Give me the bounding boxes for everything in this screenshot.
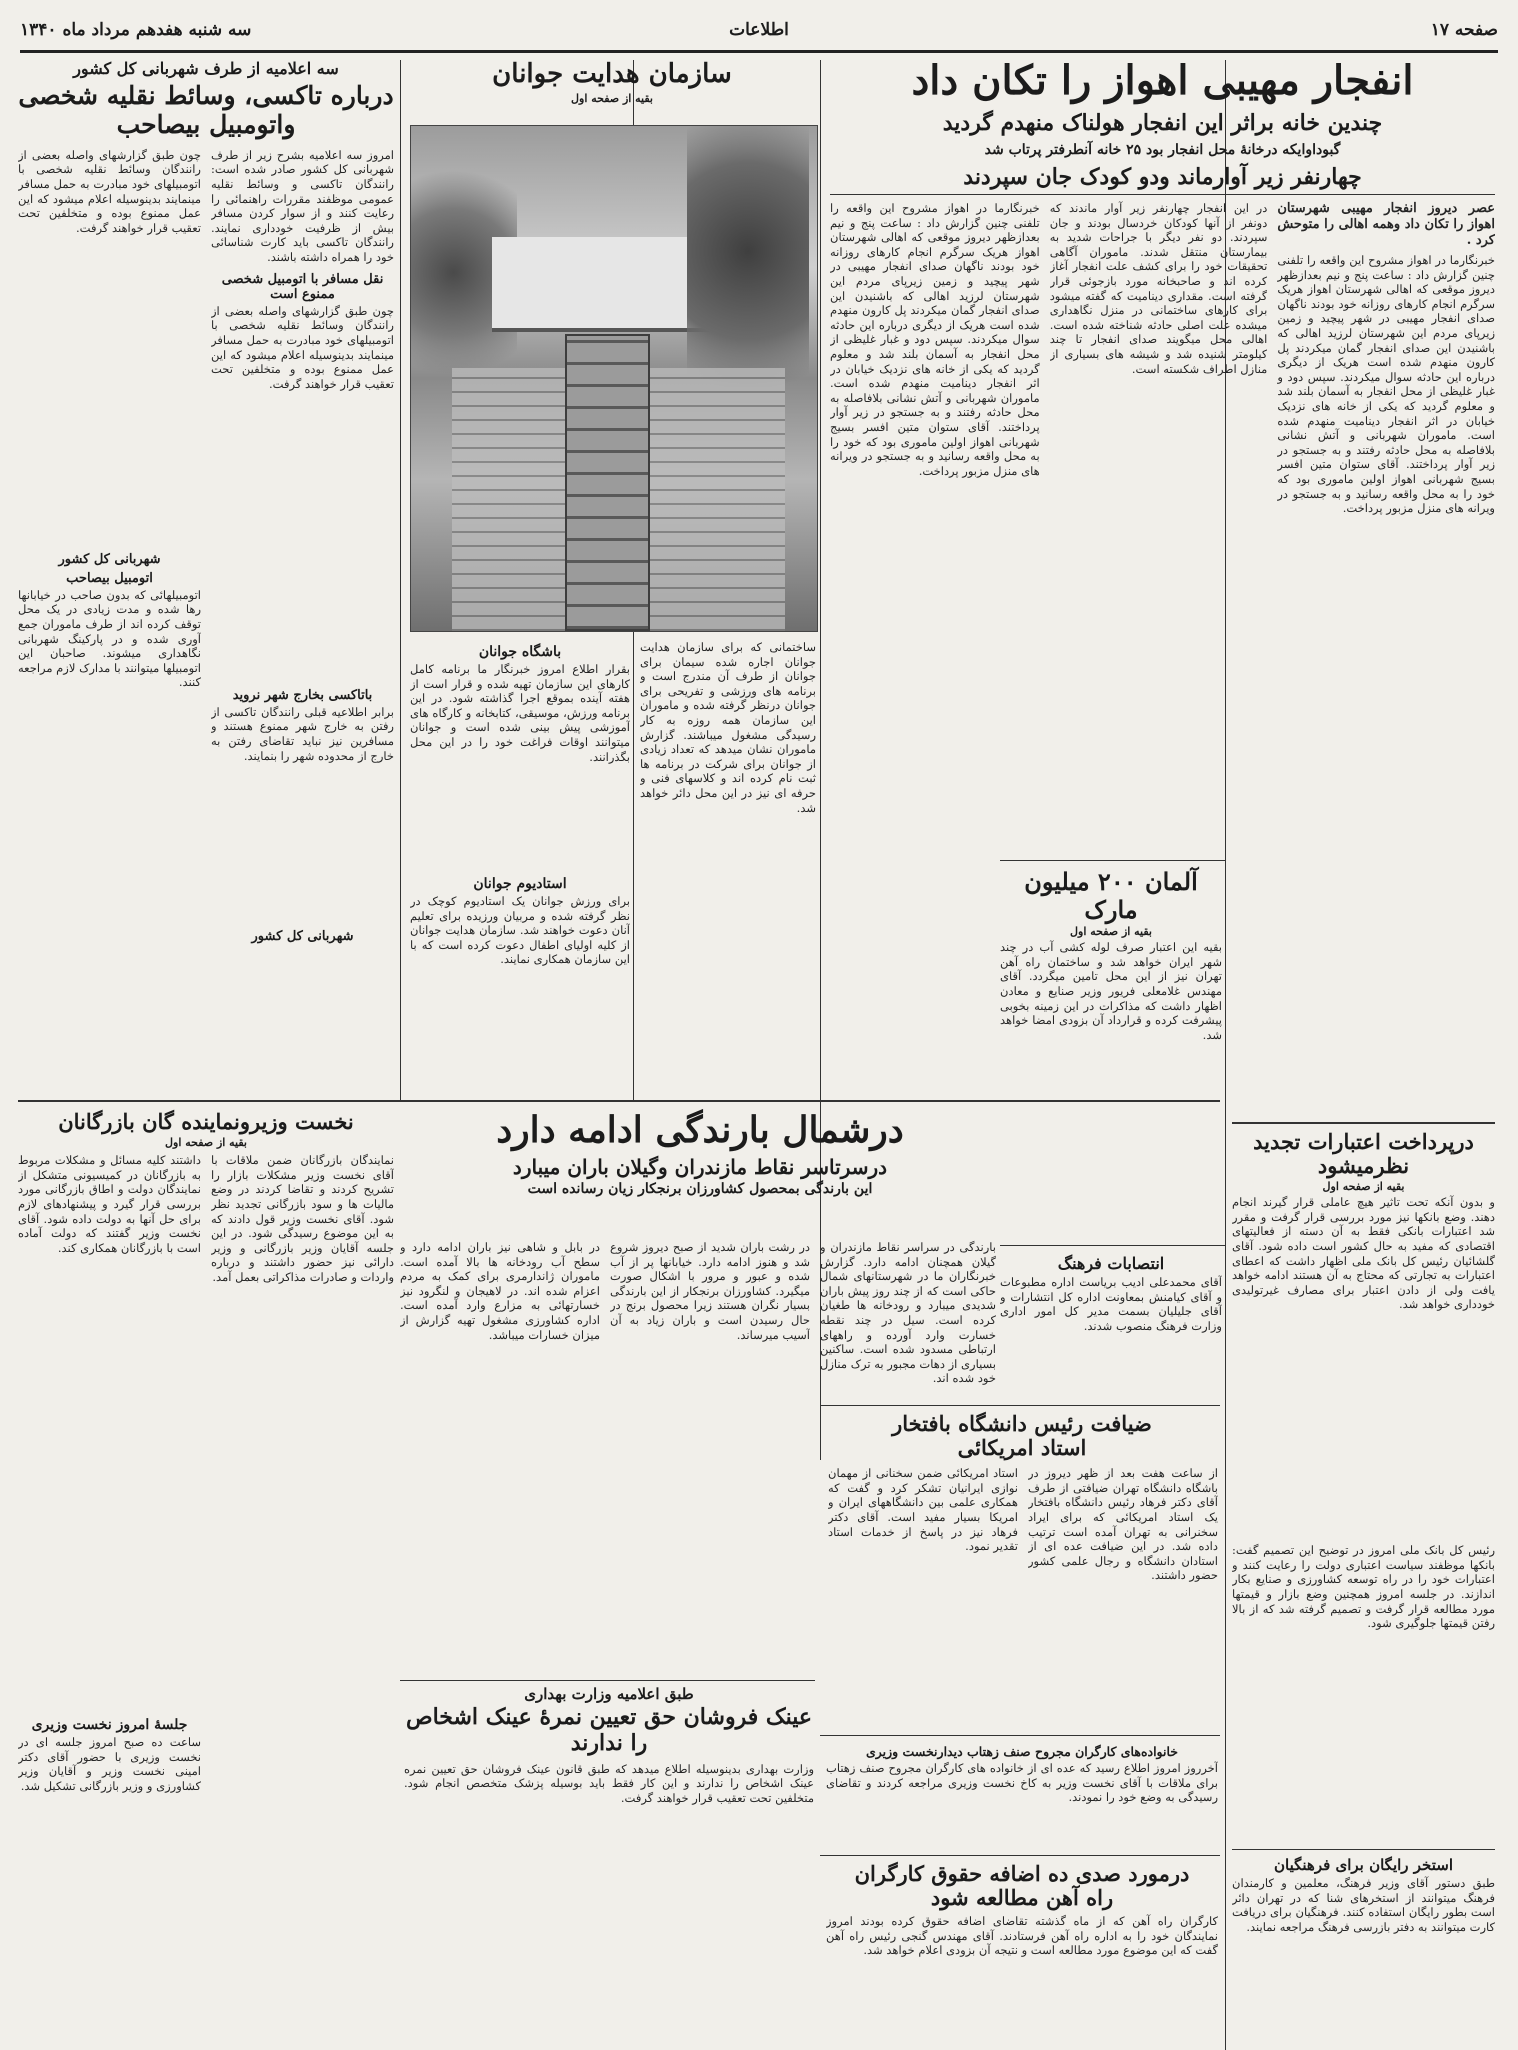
wage-body: کارگران راه آهن که از ماه گذشته تقاضای اضافه حقوق کرده بودند امروز نمایندگان خود را به اداره راه آهن فرستادند. آقای مهندس گنجی رئیس راه آهن گفت که این موضوع مورد مطالعه است و نتیجه آن بزودی اعلام خواهد شد. [826,1914,1218,1958]
flood-body-3: در بابل و شاهی نیز باران ادامه دارد و سطح آب رودخانه ها بالا آمده است. ماموران ژاندارمری برای کمک به مردم اعزام شده اند. در لاهیجان و لنگرود نیز خسارتهائی به مزارع وارد آمده است. اداره کشاورزی مشغول تهیه گزارش از میزان خسارات میباشد. [400,1240,600,1342]
dean-headline-2: استاد امریکائی [957,1435,1087,1461]
taxi-body-col2: چون طبق گزارشهای واصله بعضی از رانندگان وسائط نقلیه شخصی با اتومبیلهای خود مبادرت به حمل مسافر مینمایند بدینوسیله اعلام میشود که این عمل ممنوع بوده و متخلفین تحت تعقیب قرار خواهند گرفت. [18,147,201,235]
pool-body: طبق دستور آقای وزیر فرهنگ، معلمین و کارمندان فرهنگ میتوانند از استخرهای شنا که در تهران دائر است بطور رایگان استفاده کنند. فرهنگیان برای دریافت کارت میتوانند به دفتر بازرسی فرهنگ مراجعه نمایند. [1232,1876,1495,1935]
taxi-subhead-4: باتاکسی بخارج شهر نروید [232,687,373,703]
ahvaz-headline: انفجار مهیبی اهواز را تکان داد [911,57,1414,104]
column-rule [400,60,401,1100]
rule [820,1735,1220,1736]
taxi-body: امروز سه اعلامیه بشرح زیر از طرف شهربانی کل کشور صادر شده است: رانندگان تاکسی و وسائط نقلیه عمومی موظفند مقررات راهنمائی را رعایت کنند و از سوار کردن مسافر بیش از ظرفیت خودداری نمایند. رانندگان تاکسی باید کارت شناسائی خود را همراه داشته باشند. [211,147,394,265]
culture-headline: انتصابات فرهنگ [1057,1254,1165,1273]
credit-headline: درپرداخت اعتبارات تجدید نظرمیشود [1253,1129,1474,1179]
credit-body-2: رئیس کل بانک ملی امروز در توضیح این تصمیم گفت: بانکها موظفند سیاست اعتباری دولت را رعایت کنند و اعتبارات خود را در راه توسعه کشاورزی و صنایع بکار اندازند. در جلسه امروز همچنین وضع بازار و قیمتها مورد مطالعه قرار گرفت و تصمیم گرفته شد که از بالا رفتن قیمتها جلوگیری شود. [1232,1543,1495,1631]
page-number: صفحه ۱۷ [1430,20,1498,40]
dean-headline-1: ضیافت رئیس دانشگاه بافتخار [892,1411,1152,1436]
youth-body-3: برای ورزش جوانان یک استادیوم کوچک در نظر گرفته شده و مربیان ورزیده برای تعلیم آنان دعوت خواهند شد. سازمان هدایت جوانان از کلیه اولیای اطفال دعوت کرده است که با این سازمان همکاری نمایند. [410,894,630,967]
article-credit [1232,1130,1495,2030]
culture-body: آقای محمدعلی ادیب بریاست اداره مطبوعات و آقای کیامنش بمعاونت اداره کل انتشارات و آقای جلیلیان بسمت مدیر کل امور اداری وزارت فرهنگ منصوب شدند. [1000,1275,1222,1333]
rule [1000,1245,1225,1246]
taxi-body-2: چون طبق گزارشهای واصله بعضی از رانندگان وسائط نقلیه شخصی با اتومبیلهای خود مبادرت به حمل مسافر مینمایند بدینوسیله اعلام میشود که این عمل ممنوع بوده و متخلفین تحت تعقیب قرار خواهند گرفت. [211,303,394,391]
taxi-body-4: برابر اطلاعیه قبلی رانندگان تاکسی از رفتن به خارج شهر ممنوع هستند و مسافرین نیز نباید تقاضای رفتن به خارج از محدوده شهر را بنمایند. [211,704,394,763]
youth-body-2: بقرار اطلاع امروز خبرنگار ما برنامه کامل کارهای این سازمان تهیه شده و قرار است از هفته آینده بموقع اجرا گذاشته شود. در این برنامه ورزش، موسیقی، کتابخانه و کارگاه های آموزشی پیش بینی شده است و جوانان میتوانند اوقات فراغت خود را در این محل بگذرانند. [410,662,630,764]
workers-body: آخرروز امروز اطلاع رسید که عده ای از خانواده های کارگران مجروح صنف زهتاب برای ملاقات با آقای نخست وزیر به کاخ نخست وزیری مراجعه کردند و تقاضای رسیدگی به وضع خود را نمودند. [826,1761,1218,1805]
minister-headline: نخست وزیرونماینده گان بازرگانان [58,1109,354,1134]
taxi-body-3: اتومبیلهائی که بدون صاحب در خیابانها رها شده و مدت زیادی در یک محل توقف کرده اند از طرف ماموران جمع آوری شده و در پارکینگ شهربانی نگاهداری میشوند. صاحبان این اتومبیلها میتوانند با مدارک لازم مراجعه کنند. [18,587,201,690]
rule [400,1680,815,1681]
issue-date: سه شنبه هفدهم مرداد ماه ۱۳۴۰ [20,20,252,40]
pool-headline: استخر رایگان برای فرهنگیان [1274,1856,1453,1875]
newspaper-name: اطلاعات [729,20,789,40]
germany-headline: آلمان ۲۰۰ میلیون مارک [1024,867,1198,924]
youth-subhead-2: استادیوم جوانان [473,876,567,892]
ahvaz-body-col3: خبرنگارما در اهواز مشروح این واقعه را تلفنی چنین گزارش داد : ساعت پنج و نیم بعدازظهر دیروز موقعی که اهالی شهرستان اهواز هریک سرگرم انجام کارهای روزانه خود بودند ناگهان صدای انفجار مهیبی در شهر پیچید و زمین زیرپای مردم این شهرستان لرزید اهالی که باشنیدن این صدای انفجار گمان میکردند پل کارون منهدم شده است هریک از دیگری درباره این حادثه سوال میکردند. سپس دود و غبار غلیظی از محل انفجار به آسمان بلند شد و معلوم گردید که یکی از خانه های نزدیک خیابان در اثر انفجار دینامیت منهدم شده است. ماموران شهربانی و آتش نشانی بلافاصله به محل حادثه رفتند و به جستجو در زیر آوار پرداختند. آقای ستوان متین افسر بسیج شهربانی اهواز اولین ماموری بود که خود را به محل واقعه رسانید و به جستجو در ویرانه های منزل مزبور پرداخت. [830,201,1040,478]
flood-subheadline: درسرتاسر نقاط مازندران وگیلان باران میبارد [512,1155,888,1180]
credit-ref: بقیه از صفحه اول [1322,1180,1405,1194]
taxi-subhead-2: شهربانی کل کشور [58,551,161,567]
article-clinic [404,60,629,1095]
ahvaz-lead: عصر دیروز انفجار مهیبی شهرستان اهواز را تکان داد وهمه اهالی را متوحش کرد . [1277,201,1495,248]
taxi-sign: شهربانی کل کشور [251,928,354,944]
ahvaz-body-col2: در این انفجار چهارنفر زیر آوار ماندند که دونفر از آنها کودکان خردسال بودند و جان سپردند. دو نفر دیگر با جراحات شدید به بیمارستان منتقل شدند. ماموران آگاهی تحقیقات خود را برای کشف علت انفجار آغاز کرده اند و صاحبخانه مورد بازجوئی قرار گرفته است. مقداری دینامیت که گفته میشود برای کارهای ساختمانی در منزل نگاهداری میشده علت اصلی حادثه شناخته شده است. اهالی محل میگویند صدای انفجار تا چند کیلومتر شنیده شد و شیشه های بسیاری از منازل اطراف شکسته است. [1049,201,1268,376]
credit-body: و بدون آنکه تحت تاثیر هیچ عاملی قرار گیرند انجام دهند. وضع بانکها نیز مورد بررسی قرار گرفت و مقرر شد اعتبارات بانکی فقط به آن دسته از فعالیتهای اقتصادی که مفید به حال کشور است داده شود. آقای گلشائیان رئیس کل بانک ملی اظهار داشت که اعطای اعتبارات به تجارتی که محتاج به آن هستند ادامه خواهد یافت ولی از دادن اعتبار برای مصارف غیرتولیدی خودداری خواهد شد. [1232,1195,1495,1312]
germany-ref: بقیه از صفحه اول [1070,925,1152,939]
article-optics [404,1686,814,2036]
flood-subheadline-2: این بارندگی بمحصول کشاورزان برنجکار زیان رسانده است [527,1181,873,1198]
ahvaz-subheadline-3: چهارنفر زیر آوارماند ودو کودک جان سپردند [830,164,1495,195]
rule [1232,1849,1495,1850]
taxi-headline-1: سه اعلامیه از طرف شهربانی کل کشور [73,59,339,78]
article-minister [18,1110,394,2040]
minister-ref: بقیه از صفحه اول [165,1136,247,1150]
flood-body-2: در رشت باران شدید از صبح دیروز شروع شد و هنوز ادامه دارد. خیابانها پر از آب شده و عبور و مرور با اشکال صورت میگیرد. کشاورزان برنجکار از این بارندگی بسیار نگران هستند زیرا محصول برنج در حال رسیدن است و باران زیاد به آن آسیب میرساند. [610,1240,810,1342]
germany-body: بقیه این اعتبار صرف لوله کشی آب در چند شهر ایران خواهد شد و ساختمان راه آهن تهران نیز از این محل تامین میگردد. آقای مهندس غلامعلی فریور وزیر صنایع و معادن اظهار داشت که مذاکرات در این زمینه بخوبی پیشرفت کرده و قرارداد آن بزودی امضا خواهد شد. [1000,940,1222,1042]
article-taxi [18,60,394,1095]
ahvaz-subheadline: چندین خانه براثر این انفجار هولناک منهدم گردید [942,110,1383,136]
youth-subhead: باشگاه جوانان [478,644,562,660]
taxi-headline-2: درباره تاکسی، وسائط نقلیه شخصی واتومبیل بیصاحب [18,81,394,140]
youth-col-right [640,640,816,1090]
youth-body: ساختمانی که برای سازمان هدایت جوانان اجاره شده سیمان برای جوانان از طرف آن مندرج است و برنامه های ورزشی و تفریحی برای جوانان درنظر گرفته شده و ماموران این سازمان همه روزه به کار رسیدگی مشغول میباشند. گزارش ماموران نشان میدهد که تعداد زیادی از جوانان برای شرکت در برنامه ها ثبت نام کرده اند و کلاسهای فنی و حرفه ای نیز در این محل دائر خواهد شد. [640,640,816,815]
optics-headline-2: عینک فروشان حق تعیین نمرهٔ عینک اشخاص را ندارند [406,1704,812,1756]
pm-session-headline: جلسهٔ امروز نخست وزیری [31,1717,188,1734]
ahvaz-subheadline-2: گبوداوایکه درخانهٔ محل انفجار بود ۲۵ خانه آنطرفتر پرتاب شد [984,142,1341,158]
rule [820,1855,1220,1856]
article-flood-head [400,1110,1000,1240]
article-dean [826,1412,1218,1732]
wage-headline-1: درمورد صدی ده اضافه حقوق کارگران [854,1861,1190,1886]
optics-body: وزارت بهداری بدینوسیله اطلاع میدهد که طبق قانون عینک فروشان حق تعیین نمره عینک اشخاص را ندارند و این کار فقط باید بوسیله پزشک متخصص انجام شود. متخلفین تحت تعقیب قرار خواهند گرفت. [404,1761,814,1806]
wage-headline-2: راه آهن مطالعه شود [930,1885,1114,1911]
dean-body: از ساعت هفت بعد از ظهر دیروز در باشگاه دانشگاه تهران ضیافتی از طرف آقای دکتر فرهاد رئیس دانشگاه بافتخار یک استاد امریکائی که برای ایراد سخنرانی به تهران آمده است ترتیب داده شد. در این ضیافت عده ای از استادان دانشگاه و رجال علمی کشور حضور داشتند. [1028,1466,1218,1583]
pm-session-body: ساعت ده صبح امروز جلسه ای در نخست وزیری با حضور آقای دکتر امینی نخست وزیر و آقایان وزیر کشاورزی و وزیر بازرگانی تشکیل شد. [18,1735,201,1793]
ahvaz-body-col1: خبرنگارما در اهواز مشروح این واقعه را تلفنی چنین گزارش داد : ساعت پنج و نیم بعدازظهر دیروز موقعی که اهالی شهرستان اهواز هریک سرگرم انجام کارهای روزانه خود بودند ناگهان صدای انفجار مهیبی در شهر پیچید و زمین زیرپای مردم این شهرستان لرزید اهالی که باشنیدن این صدای انفجار گمان میکردند پل کارون منهدم شده است هریک از دیگری درباره این حادثه سوال میکردند. سپس دود و غبار غلیظی از محل انفجار به آسمان بلند شد و معلوم گردید که یکی از خانه های نزدیک خیابان در اثر انفجار دینامیت منهدم شده است. ماموران شهربانی و آتش نشانی بلافاصله به محل حادثه رفتند و به جستجو در زیر آوار پرداختند. آقای ستوان متین افسر بسیج شهربانی اهواز اولین ماموری بود که خود را به محل واقعه رسانید و به جستجو در ویرانه های منزل مزبور پرداخت. [1277,253,1495,516]
article-workers [826,1740,1218,1850]
flood-headline: درشمال بارندگی ادامه دارد [496,1109,904,1151]
minister-body: نمایندگان بازرگانان ضمن ملاقات با آقای نخست وزیر مشکلات بازار را تشریح کردند و تقاضا کردند در وضع مالیات ها و سود بازرگانی تجدید نظر شود. آقای نخست وزیر قول دادند که به این موضوع رسیدگی شود. در این جلسه آقایان وزیر بازرگانی و وزیر دارائی نیز حضور داشتند و درباره واردات و صادرات مذاکراتی بعمل آمد. [211,1153,394,1284]
optics-headline-1: طبق اعلامیه وزارت بهداری [524,1685,694,1703]
dean-body-2: استاد امریکائی ضمن سخنانی از مهمان نوازی ایرانیان تشکر کرد و گفت که همکاری علمی بین دانشگاههای ایران و امریکا بسیار مفید است. آقای دکتر فرهاد نیز در پاسخ از خدمات استاد تقدیر نمود. [828,1466,1018,1554]
rule [820,1405,1220,1406]
page-header [20,14,1498,53]
flood-col-1 [820,1240,996,1400]
article-germany [1000,868,1222,1238]
minister-body-2: داشتند کلیه مسائل و مشکلات مربوط به بازرگانان در کمیسیونی متشکل از نمایندگان دولت و اطاق بازرگانی مورد بررسی قرار گیرد و پیشنهادهای لازم برای حل آنها به دولت داده شود. آقای نخست وزیر گفتند که دولت آماده است با بازرگانان همکاری کند. [18,1153,201,1255]
taxi-subhead-1: نقل مسافر با اتومبیل شخصی ممنوع است [221,271,384,302]
rule [1232,1122,1495,1124]
youth-headline: سازمان هدایت جوانان [492,59,732,89]
rule [1000,860,1225,861]
article-wage [826,1862,1218,2042]
workers-headline: خانواده‌های کارگران مجروح صنف زهتاب دیدارنخست وزیری [865,1744,1179,1759]
flood-col-3 [400,1240,600,1670]
youth-ref: بقیه از صفحه اول [571,91,653,105]
flood-body-1: بارندگی در سراسر نقاط مازندران و گیلان همچنان ادامه دارد. گزارش خبرنگاران ما در شهرستانهای شمال حاکی است که از چند روز پیش باران شدیدی میبارد و رودخانه ها طغیان کرده است. سیل در چند نقطه خسارت وارد آورده و راههای ارتباطی مسدود شده است. ساکنین بسیاری از دهات مجبور به ترک منازل خود شده اند. [820,1240,996,1386]
rule [18,1100,1220,1102]
taxi-subhead-3: اتومبیل بیصاحب [66,570,153,586]
